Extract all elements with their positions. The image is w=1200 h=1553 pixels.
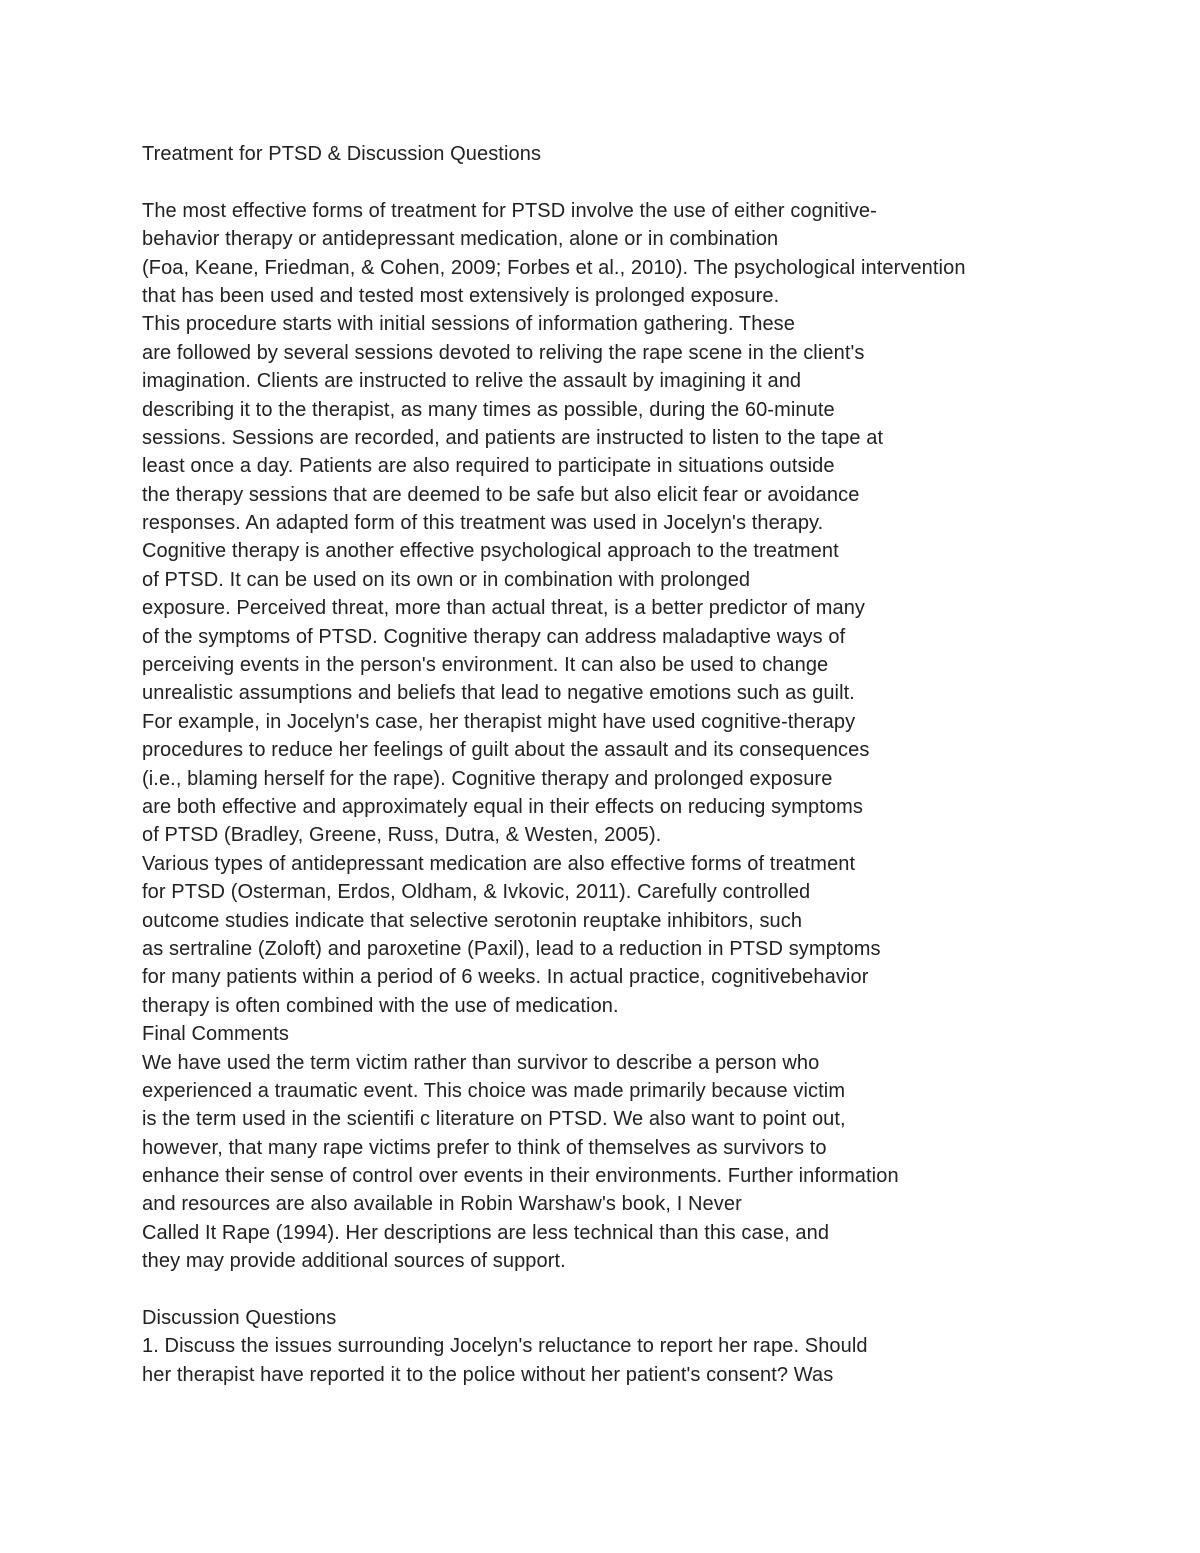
blank-line	[142, 168, 1142, 196]
text-line: least once a day. Patients are also required to participate in situations outside	[142, 455, 835, 478]
text-line: outcome studies indicate that selective serotonin reuptake inhibitors, such	[142, 909, 803, 932]
text-line: This procedure starts with initial sessions of information gathering. These	[142, 313, 795, 336]
text-line: her therapist have reported it to the police without her patient's consent? Was	[142, 1363, 834, 1386]
text-line: For example, in Jocelyn's case, her therapist might have used cognitive-therapy	[142, 710, 856, 733]
text-line: therapy is often combined with the use of medication.	[142, 994, 619, 1017]
text-line: is the term used in the scientifi c literature on PTSD. We also want to point out,	[142, 1108, 846, 1131]
text-line: are followed by several sessions devoted to reliving the rape scene in the client's	[142, 341, 865, 364]
text-line: for PTSD (Osterman, Erdos, Oldham, & Ivkovic, 2011). Carefully controlled	[142, 881, 811, 904]
blank-line	[142, 1276, 1142, 1304]
text-line: perceiving events in the person's environment. It can also be used to change	[142, 654, 829, 677]
text-line: 1. Discuss the issues surrounding Jocelyn's reluctance to report her rape. Should	[142, 1335, 868, 1358]
text-line: are both effective and approximately equal in their effects on reducing symptoms	[142, 795, 863, 818]
treatment-paragraph	[142, 197, 1142, 1020]
document-title: Treatment for PTSD & Discussion Questions	[142, 143, 542, 165]
text-line: (Foa, Keane, Friedman, & Cohen, 2009; Forbes et al., 2010). The psychological intervention	[142, 256, 966, 279]
discussion-questions-heading: Discussion Questions	[142, 1307, 337, 1330]
text-line: of PTSD. It can be used on its own or in combination with prolonged	[142, 568, 751, 591]
text-line: experienced a traumatic event. This choice was made primarily because victim	[142, 1079, 846, 1102]
text-line: of PTSD (Bradley, Greene, Russ, Dutra, & Westen, 2005).	[142, 824, 662, 847]
text-line: they may provide additional sources of support.	[142, 1250, 566, 1273]
text-line: describing it to the therapist, as many times as possible, during the 60-minute	[142, 398, 835, 421]
text-line: imagination. Clients are instructed to relive the assault by imagining it and	[142, 370, 802, 393]
text-line: behavior therapy or antidepressant medication, alone or in combination	[142, 228, 779, 251]
text-line: unrealistic assumptions and beliefs that lead to negative emotions such as guilt.	[142, 682, 855, 705]
document-body	[142, 140, 1142, 1389]
text-line: enhance their sense of control over events in their environments. Further information	[142, 1165, 899, 1188]
text-line: exposure. Perceived threat, more than actual threat, is a better predictor of many	[142, 597, 866, 620]
text-line: for many patients within a period of 6 weeks. In actual practice, cognitivebehavior	[142, 966, 869, 989]
text-line: Various types of antidepressant medication are also effective forms of treatment	[142, 852, 856, 875]
text-line: We have used the term victim rather than survivor to describe a person who	[142, 1051, 820, 1074]
final-comments-heading: Final Comments	[142, 1023, 289, 1046]
text-line: and resources are also available in Robin Warshaw's book, I Never	[142, 1193, 742, 1216]
text-line: The most effective forms of treatment for PTSD involve the use of either cognitive-	[142, 199, 877, 222]
text-line: of the symptoms of PTSD. Cognitive therapy can address maladaptive ways of	[142, 625, 846, 648]
text-line: sessions. Sessions are recorded, and patients are instructed to listen to the tape at	[142, 426, 884, 449]
text-line: Called It Rape (1994). Her descriptions are less technical than this case, and	[142, 1221, 830, 1244]
text-line: the therapy sessions that are deemed to be safe but also elicit fear or avoidance	[142, 483, 860, 506]
text-line: however, that many rape victims prefer to think of themselves as survivors to	[142, 1136, 827, 1159]
text-line: responses. An adapted form of this treatment was used in Jocelyn's therapy.	[142, 512, 824, 535]
text-line: Cognitive therapy is another effective psychological approach to the treatment	[142, 540, 839, 563]
text-line: (i.e., blaming herself for the rape). Cognitive therapy and prolonged exposure	[142, 767, 833, 790]
text-line: as sertraline (Zoloft) and paroxetine (Paxil), lead to a reduction in PTSD symptoms	[142, 937, 881, 960]
text-line: that has been used and tested most extensively is prolonged exposure.	[142, 284, 780, 307]
discussion-question-1	[142, 1332, 1142, 1389]
text-line: procedures to reduce her feelings of guilt about the assault and its consequences	[142, 739, 870, 762]
final-comments-paragraph	[142, 1049, 1142, 1276]
